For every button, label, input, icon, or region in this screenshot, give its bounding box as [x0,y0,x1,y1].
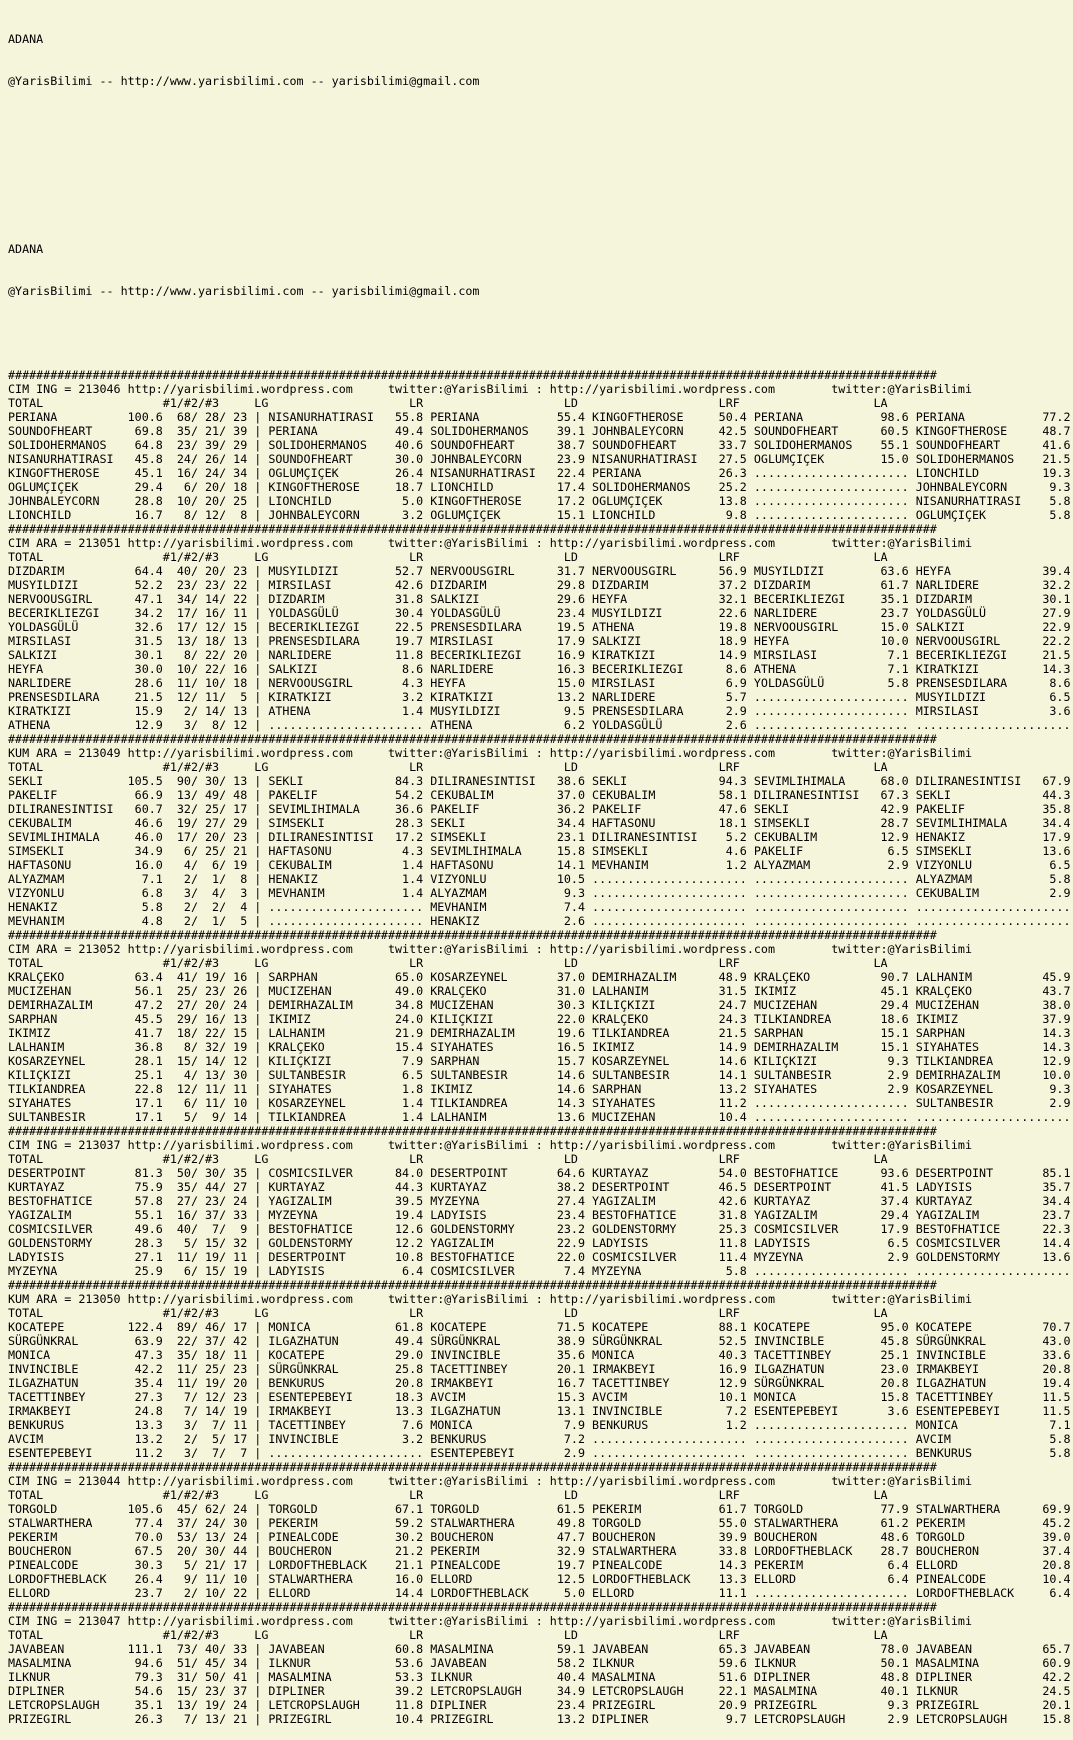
table-row: NARLIDERE 28.6 11/ 10/ 18 | NERVOOUSGIRL 4.3 HEYFA 15.0 MIRSILASI 6.9 YOLDASGÜLÜ 5.8 PRENSESDILARA 8.6 [8,676,1071,690]
race-header: CIM ING = 213044 http://yarisbilimi.wordpress.com twitter:@YarisBilimi : http://yarisbilimi.wordpress.com twitter:@YarisBilimi [8,1474,972,1488]
table-row: BESTOFHATICE 57.8 27/ 23/ 24 | YAGIZALIM 39.5 MYZEYNA 27.4 YAGIZALIM 42.6 KURTAYAZ 37.4 KURTAYAZ 34.4 [8,1194,1071,1208]
table-row: MYZEYNA 25.9 6/ 15/ 19 | LADYISIS 6.4 COSMICSILVER 7.4 MYZEYNA 5.8 ...................... ...................... [8,1264,1071,1278]
separator-line: #################################################################################################################################### [8,1278,937,1292]
table-row: JAVABEAN 111.1 73/ 40/ 33 | JAVABEAN 60.8 MASALMINA 59.1 JAVABEAN 65.3 JAVABEAN 78.0 JAVABEAN 65.7 [8,1642,1071,1656]
table-row: ATHENA 12.9 3/ 8/ 12 | ...................... ATHENA 6.2 YOLDASGÜLÜ 2.6 ...................... ...................... [8,718,1071,732]
table-row: BOUCHERON 67.5 20/ 30/ 44 | BOUCHERON 21.2 PEKERIM 32.9 STALWARTHERA 33.8 LORDOFTHEBLACK 28.7 BOUCHERON 37.4 [8,1544,1071,1558]
column-headers: TOTAL #1/#2/#3 LG LR LD LRF LA [8,1628,888,1642]
column-headers: TOTAL #1/#2/#3 LG LR LD LRF LA [8,1152,888,1166]
table-row: OGLUMÇIÇEK 29.4 6/ 20/ 18 | KINGOFTHEROSE 18.7 LIONCHILD 17.4 SOLIDOHERMANOS 25.2 ...................... JOHNBALEYCORN 9.3 [8,480,1071,494]
table-row: MONICA 47.3 35/ 18/ 11 | KOCATEPE 29.0 INVINCIBLE 35.6 MONICA 40.3 TACETTINBEY 25.1 INVINCIBLE 33.6 [8,1348,1071,1362]
separator-line: #################################################################################################################################### [8,928,937,942]
table-row: KILIÇKIZI 25.1 4/ 13/ 30 | SULTANBESIR 6.5 SULTANBESIR 14.6 SULTANBESIR 14.1 SULTANBESIR 2.9 DEMIRHAZALIM 10.0 [8,1068,1071,1082]
table-row: DILIRANESINTISI 60.7 32/ 25/ 17 | SEVIMLIHIMALA 36.6 PAKELIF 36.2 PAKELIF 47.6 SEKLI 42.9 PAKELIF 35.8 [8,802,1071,816]
separator-line: #################################################################################################################################### [8,522,937,536]
table-row: LIONCHILD 16.7 8/ 12/ 8 | JOHNBALEYCORN 3.2 OGLUMÇIÇEK 15.1 LIONCHILD 9.8 ...................... OGLUMÇIÇEK 5.8 [8,508,1071,522]
race-block [8,1600,1073,1726]
table-row: NERVOOUSGIRL 47.1 34/ 14/ 22 | DIZDARIM 31.8 SALKIZI 29.6 HEYFA 32.1 BECERIKLIEZGI 35.1 DIZDARIM 30.1 [8,592,1071,606]
separator-line: #################################################################################################################################### [8,1600,937,1614]
table-row: MUCIZEHAN 56.1 25/ 23/ 26 | MUCIZEHAN 49.0 KRALÇEKO 31.0 LALHANIM 31.5 IKIMIZ 45.1 KRALÇEKO 43.7 [8,984,1071,998]
column-headers: TOTAL #1/#2/#3 LG LR LD LRF LA [8,760,888,774]
table-row: MEVHANIM 4.8 2/ 1/ 5 | ...................... HENAKIZ 2.6 ...................... ...................... ...................... [8,914,1071,928]
race-block [8,1460,1073,1600]
race-header: CIM ING = 213046 http://yarisbilimi.wordpress.com twitter:@YarisBilimi : http://yarisbilimi.wordpress.com twitter:@YarisBilimi [8,382,972,396]
race-block [8,368,1073,522]
table-row: MIRSILASI 31.5 13/ 18/ 13 | PRENSESDILARA 19.7 MIRSILASI 17.9 SALKIZI 18.9 HEYFA 10.0 NERVOOUSGIRL 22.2 [8,634,1071,648]
column-headers: TOTAL #1/#2/#3 LG LR LD LRF LA [8,550,888,564]
report-contact-2: @YarisBilimi -- http://www.yarisbilimi.com -- yarisbilimi@gmail.com [8,284,480,298]
table-row: PEKERIM 70.0 53/ 13/ 24 | PINEALCODE 30.2 BOUCHERON 47.7 BOUCHERON 39.9 BOUCHERON 48.6 TORGOLD 39.0 [8,1530,1071,1544]
race-header: CIM ING = 213037 http://yarisbilimi.wordpress.com twitter:@YarisBilimi : http://yarisbilimi.wordpress.com twitter:@YarisBilimi [8,1138,972,1152]
table-row: GOLDENSTORMY 28.3 5/ 15/ 32 | GOLDENSTORMY 12.2 YAGIZALIM 22.9 LADYISIS 11.8 LADYISIS 6.5 COSMICSILVER 14.4 [8,1236,1071,1250]
table-row: LETCROPSLAUGH 35.1 13/ 19/ 24 | LETCROPSLAUGH 11.8 DIPLINER 23.4 PRIZEGIRL 20.9 PRIZEGIRL 9.3 PRIZEGIRL 20.1 [8,1698,1071,1712]
race-list [8,368,1073,1726]
table-row: PINEALCODE 30.3 5/ 21/ 17 | LORDOFTHEBLACK 21.1 PINEALCODE 19.7 PINEALCODE 14.3 PEKERIM 6.4 ELLORD 20.8 [8,1558,1071,1572]
table-row: BECERIKLIEZGI 34.2 17/ 16/ 11 | YOLDASGÜLÜ 30.4 YOLDASGÜLÜ 23.4 MUSYILDIZI 22.6 NARLIDERE 23.7 YOLDASGÜLÜ 27.9 [8,606,1071,620]
table-row: KOSARZEYNEL 28.1 15/ 14/ 12 | KILIÇKIZI 7.9 SARPHAN 15.7 KOSARZEYNEL 14.6 KILIÇKIZI 9.3 TILKIANDREA 12.9 [8,1054,1071,1068]
table-row: LORDOFTHEBLACK 26.4 9/ 11/ 10 | STALWARTHERA 16.0 ELLORD 12.5 LORDOFTHEBLACK 13.3 ELLORD 6.4 PINEALCODE 10.4 [8,1572,1071,1586]
table-row: ESENTEPEBEYI 11.2 3/ 7/ 7 | ...................... ESENTEPEBEYI 2.9 ...................... ...................... BENKURUS 5.8 [8,1446,1071,1460]
separator-line: #################################################################################################################################### [8,1460,937,1474]
column-headers: TOTAL #1/#2/#3 LG LR LD LRF LA [8,396,888,410]
table-row: PAKELIF 66.9 13/ 49/ 48 | PAKELIF 54.2 CEKUBALIM 37.0 CEKUBALIM 58.1 DILIRANESINTISI 67.3 SEKLI 44.3 [8,788,1071,802]
table-row: KIRATKIZI 15.9 2/ 14/ 13 | ATHENA 1.4 MUSYILDIZI 9.5 PRENSESDILARA 2.9 ...................... MIRSILASI 3.6 [8,704,1071,718]
table-row: CEKUBALIM 46.6 19/ 27/ 29 | SIMSEKLI 28.3 SEKLI 34.4 HAFTASONU 18.1 SIMSEKLI 28.7 SEVIMLIHIMALA 34.4 [8,816,1071,830]
table-row: STALWARTHERA 77.4 37/ 24/ 30 | PEKERIM 59.2 STALWARTHERA 49.8 TORGOLD 55.0 STALWARTHERA 61.2 PEKERIM 45.2 [8,1516,1071,1530]
table-row: SULTANBESIR 17.1 5/ 9/ 14 | TILKIANDREA 1.4 LALHANIM 13.6 MUCIZEHAN 10.4 ...................... ...................... [8,1110,1071,1124]
table-row: KURTAYAZ 75.9 35/ 44/ 27 | KURTAYAZ 44.3 KURTAYAZ 38.2 DESERTPOINT 46.5 DESERTPOINT 41.5 LADYISIS 35.7 [8,1180,1071,1194]
table-row: HAFTASONU 16.0 4/ 6/ 19 | CEKUBALIM 1.4 HAFTASONU 14.1 MEVHANIM 1.2 ALYAZMAM 2.9 VIZYONLU 6.5 [8,858,1071,872]
race-header: CIM ING = 213047 http://yarisbilimi.wordpress.com twitter:@YarisBilimi : http://yarisbilimi.wordpress.com twitter:@YarisBilimi [8,1614,972,1628]
table-row: ALYAZMAM 7.1 2/ 1/ 8 | HENAKIZ 1.4 VIZYONLU 10.5 ...................... ...................... ALYAZMAM 5.8 [8,872,1071,886]
table-row: YOLDASGÜLÜ 32.6 17/ 12/ 15 | BECERIKLIEZGI 22.5 PRENSESDILARA 19.5 ATHENA 19.8 NERVOOUSGIRL 15.0 SALKIZI 22.9 [8,620,1071,634]
table-row: TORGOLD 105.6 45/ 62/ 24 | TORGOLD 67.1 TORGOLD 61.5 PEKERIM 61.7 TORGOLD 77.9 STALWARTHERA 69.9 [8,1502,1071,1516]
table-row: TILKIANDREA 22.8 12/ 11/ 11 | SIYAHATES 1.8 IKIMIZ 14.6 SARPHAN 13.2 SIYAHATES 2.9 KOSARZEYNEL 9.3 [8,1082,1071,1096]
table-row: ELLORD 23.7 2/ 10/ 22 | ELLORD 14.4 LORDOFTHEBLACK 5.0 ELLORD 11.1 ...................... LORDOFTHEBLACK 6.4 [8,1586,1071,1600]
table-row: YAGIZALIM 55.1 16/ 37/ 33 | MYZEYNA 19.4 LADYISIS 23.4 BESTOFHATICE 31.8 YAGIZALIM 29.4 YAGIZALIM 23.7 [8,1208,1071,1222]
race-header: CIM ARA = 213052 http://yarisbilimi.wordpress.com twitter:@YarisBilimi : http://yarisbilimi.wordpress.com twitter:@YarisBilimi [8,942,972,956]
table-row: HENAKIZ 5.8 2/ 2/ 4 | ...................... MEVHANIM 7.4 ...................... ...................... ...................... [8,900,1071,914]
table-row: INVINCIBLE 42.2 11/ 25/ 23 | SÜRGÜNKRAL 25.8 TACETTINBEY 20.1 IRMAKBEYI 16.9 ILGAZHATUN 23.0 IRMAKBEYI 20.8 [8,1362,1071,1376]
table-row: DEMIRHAZALIM 47.2 27/ 20/ 24 | DEMIRHAZALIM 34.8 MUCIZEHAN 30.3 KILIÇKIZI 24.7 MUCIZEHAN 29.4 MUCIZEHAN 38.0 [8,998,1071,1012]
table-row: LALHANIM 36.8 8/ 32/ 19 | KRALÇEKO 15.4 SIYAHATES 16.5 IKIMIZ 14.9 DEMIRHAZALIM 15.1 SIYAHATES 14.3 [8,1040,1071,1054]
report-contact: @YarisBilimi -- http://www.yarisbilimi.com -- yarisbilimi@gmail.com [8,74,480,88]
table-row: PRENSESDILARA 21.5 12/ 11/ 5 | KIRATKIZI 3.2 KIRATKIZI 13.2 NARLIDERE 5.7 ...................... MUSYILDIZI 6.5 [8,690,1071,704]
race-block [8,928,1073,1124]
table-row: LADYISIS 27.1 11/ 19/ 11 | DESERTPOINT 10.8 BESTOFHATICE 22.0 COSMICSILVER 11.4 MYZEYNA 2.9 GOLDENSTORMY 13.6 [8,1250,1071,1264]
table-row: AVCIM 13.2 2/ 5/ 17 | INVINCIBLE 3.2 BENKURUS 7.2 ...................... ...................... AVCIM 5.8 [8,1432,1071,1446]
race-block [8,1124,1073,1278]
table-row: NISANURHATIRASI 45.8 24/ 26/ 14 | SOUNDOFHEART 30.0 JOHNBALEYCORN 23.9 NISANURHATIRASI 27.5 OGLUMÇIÇEK 15.0 SOLIDOHERMANOS 21.5 [8,452,1071,466]
table-row: SIYAHATES 17.1 6/ 11/ 10 | KOSARZEYNEL 1.4 TILKIANDREA 14.3 SIYAHATES 11.2 ...................... SULTANBESIR 2.9 [8,1096,1071,1110]
table-row: DIPLINER 54.6 15/ 23/ 37 | DIPLINER 39.2 LETCROPSLAUGH 34.9 LETCROPSLAUGH 22.1 MASALMINA 40.1 ILKNUR 24.5 [8,1684,1071,1698]
table-row: SARPHAN 45.5 29/ 16/ 13 | IKIMIZ 24.0 KILIÇKIZI 22.0 KRALÇEKO 24.3 TILKIANDREA 18.6 IKIMIZ 37.9 [8,1012,1071,1026]
table-row: SEVIMLIHIMALA 46.0 17/ 20/ 23 | DILIRANESINTISI 17.2 SIMSEKLI 23.1 DILIRANESINTISI 5.2 CEKUBALIM 12.9 HENAKIZ 17.9 [8,830,1071,844]
race-block [8,732,1073,928]
table-row: JOHNBALEYCORN 28.8 10/ 20/ 25 | LIONCHILD 5.0 KINGOFTHEROSE 17.2 OGLUMÇIÇEK 13.8 ...................... NISANURHATIRASI 5.8 [8,494,1071,508]
table-row: KOCATEPE 122.4 89/ 46/ 17 | MONICA 61.8 KOCATEPE 71.5 KOCATEPE 88.1 KOCATEPE 95.0 KOCATEPE 70.7 [8,1320,1071,1334]
table-row: TACETTINBEY 27.3 7/ 12/ 23 | ESENTEPEBEYI 18.3 AVCIM 15.3 AVCIM 10.1 MONICA 15.8 TACETTINBEY 11.5 [8,1390,1071,1404]
table-row: VIZYONLU 6.8 3/ 4/ 3 | MEVHANIM 1.4 ALYAZMAM 9.3 ...................... ...................... CEKUBALIM 2.9 [8,886,1071,900]
table-row: DESERTPOINT 81.3 50/ 30/ 35 | COSMICSILVER 84.0 DESERTPOINT 64.6 KURTAYAZ 54.0 BESTOFHATICE 93.6 DESERTPOINT 85.1 [8,1166,1071,1180]
table-row: IKIMIZ 41.7 18/ 22/ 15 | LALHANIM 21.9 DEMIRHAZALIM 19.6 TILKIANDREA 21.5 SARPHAN 15.1 SARPHAN 14.3 [8,1026,1071,1040]
column-headers: TOTAL #1/#2/#3 LG LR LD LRF LA [8,1306,888,1320]
report-title: ADANA [8,32,44,46]
table-row: HEYFA 30.0 10/ 22/ 16 | SALKIZI 8.6 NARLIDERE 16.3 BECERIKLIEZGI 8.6 ATHENA 7.1 KIRATKIZI 14.3 [8,662,1071,676]
table-row: KRALÇEKO 63.4 41/ 19/ 16 | SARPHAN 65.0 KOSARZEYNEL 37.0 DEMIRHAZALIM 48.9 KRALÇEKO 90.7 LALHANIM 45.9 [8,970,1071,984]
column-headers: TOTAL #1/#2/#3 LG LR LD LRF LA [8,956,888,970]
table-row: SOUNDOFHEART 69.8 35/ 21/ 39 | PERIANA 49.4 SOLIDOHERMANOS 39.1 JOHNBALEYCORN 42.5 SOUNDOFHEART 60.5 KINGOFTHEROSE 48.7 [8,424,1071,438]
report-title-2: ADANA [8,242,44,256]
race-header: KUM ARA = 213050 http://yarisbilimi.wordpress.com twitter:@YarisBilimi : http://yarisbilimi.wordpress.com twitter:@YarisBilimi [8,1292,972,1306]
table-row: MUSYILDIZI 52.2 23/ 23/ 22 | MIRSILASI 42.6 DIZDARIM 29.8 DIZDARIM 37.2 DIZDARIM 61.7 NARLIDERE 32.2 [8,578,1071,592]
table-row: DIZDARIM 64.4 40/ 20/ 23 | MUSYILDIZI 52.7 NERVOOUSGIRL 31.7 NERVOOUSGIRL 56.9 MUSYILDIZI 63.6 HEYFA 39.4 [8,564,1071,578]
race-header: CIM ARA = 213051 http://yarisbilimi.wordpress.com twitter:@YarisBilimi : http://yarisbilimi.wordpress.com twitter:@YarisBilimi [8,536,972,550]
separator-line: #################################################################################################################################### [8,732,937,746]
table-row: KINGOFTHEROSE 45.1 16/ 24/ 34 | OGLUMÇIÇEK 26.4 NISANURHATIRASI 22.4 PERIANA 26.3 ...................... LIONCHILD 19.3 [8,466,1071,480]
table-row: IRMAKBEYI 24.8 7/ 14/ 19 | IRMAKBEYI 13.3 ILGAZHATUN 13.1 INVINCIBLE 7.2 ESENTEPEBEYI 3.6 ESENTEPEBEYI 11.5 [8,1404,1071,1418]
column-headers: TOTAL #1/#2/#3 LG LR LD LRF LA [8,1488,888,1502]
table-row: SÜRGÜNKRAL 63.9 22/ 37/ 42 | ILGAZHATUN 49.4 SÜRGÜNKRAL 38.9 SÜRGÜNKRAL 52.5 INVINCIBLE 45.8 SÜRGÜNKRAL 43.0 [8,1334,1071,1348]
table-row: BENKURUS 13.3 3/ 7/ 11 | TACETTINBEY 7.6 MONICA 7.9 BENKURUS 1.2 ...................... MONICA 7.1 [8,1418,1071,1432]
table-row: COSMICSILVER 49.6 40/ 7/ 9 | BESTOFHATICE 12.6 GOLDENSTORMY 23.2 GOLDENSTORMY 25.3 COSMICSILVER 17.9 BESTOFHATICE 22.3 [8,1222,1071,1236]
separator-line: #################################################################################################################################### [8,368,937,382]
table-row: SALKIZI 30.1 8/ 22/ 20 | NARLIDERE 11.8 BECERIKLIEZGI 16.9 KIRATKIZI 14.9 MIRSILASI 7.1 BECERIKLIEZGI 21.5 [8,648,1071,662]
table-row: SEKLI 105.5 90/ 30/ 13 | SEKLI 84.3 DILIRANESINTISI 38.6 SEKLI 94.3 SEVIMLIHIMALA 68.0 DILIRANESINTISI 67.9 [8,774,1071,788]
table-row: SIMSEKLI 34.9 6/ 25/ 21 | HAFTASONU 4.3 SEVIMLIHIMALA 15.8 SIMSEKLI 4.6 PAKELIF 6.5 SIMSEKLI 13.6 [8,844,1071,858]
race-block [8,522,1073,732]
table-row: SOLIDOHERMANOS 64.8 23/ 39/ 29 | SOLIDOHERMANOS 40.6 SOUNDOFHEART 38.7 SOUNDOFHEART 33.7 SOLIDOHERMANOS 55.1 SOUNDOFHEART 41.6 [8,438,1071,452]
table-row: PERIANA 100.6 68/ 28/ 23 | NISANURHATIRASI 55.8 PERIANA 55.4 KINGOFTHEROSE 50.4 PERIANA 98.6 PERIANA 77.2 [8,410,1071,424]
race-header: KUM ARA = 213049 http://yarisbilimi.wordpress.com twitter:@YarisBilimi : http://yarisbilimi.wordpress.com twitter:@YarisBilimi [8,746,972,760]
table-row: PRIZEGIRL 26.3 7/ 13/ 21 | PRIZEGIRL 10.4 PRIZEGIRL 13.2 DIPLINER 9.7 LETCROPSLAUGH 2.9 LETCROPSLAUGH 15.8 [8,1712,1071,1726]
separator-line: #################################################################################################################################### [8,1124,937,1138]
table-row: MASALMINA 94.6 51/ 45/ 34 | ILKNUR 53.6 JAVABEAN 58.2 ILKNUR 59.6 ILKNUR 50.1 MASALMINA 60.9 [8,1656,1071,1670]
table-row: ILKNUR 79.3 31/ 50/ 41 | MASALMINA 53.3 ILKNUR 40.4 MASALMINA 51.6 DIPLINER 48.8 DIPLINER 42.2 [8,1670,1071,1684]
table-row: ILGAZHATUN 35.4 11/ 19/ 20 | BENKURUS 20.8 IRMAKBEYI 16.7 TACETTINBEY 12.9 SÜRGÜNKRAL 20.8 ILGAZHATUN 19.4 [8,1376,1071,1390]
race-block [8,1278,1073,1460]
